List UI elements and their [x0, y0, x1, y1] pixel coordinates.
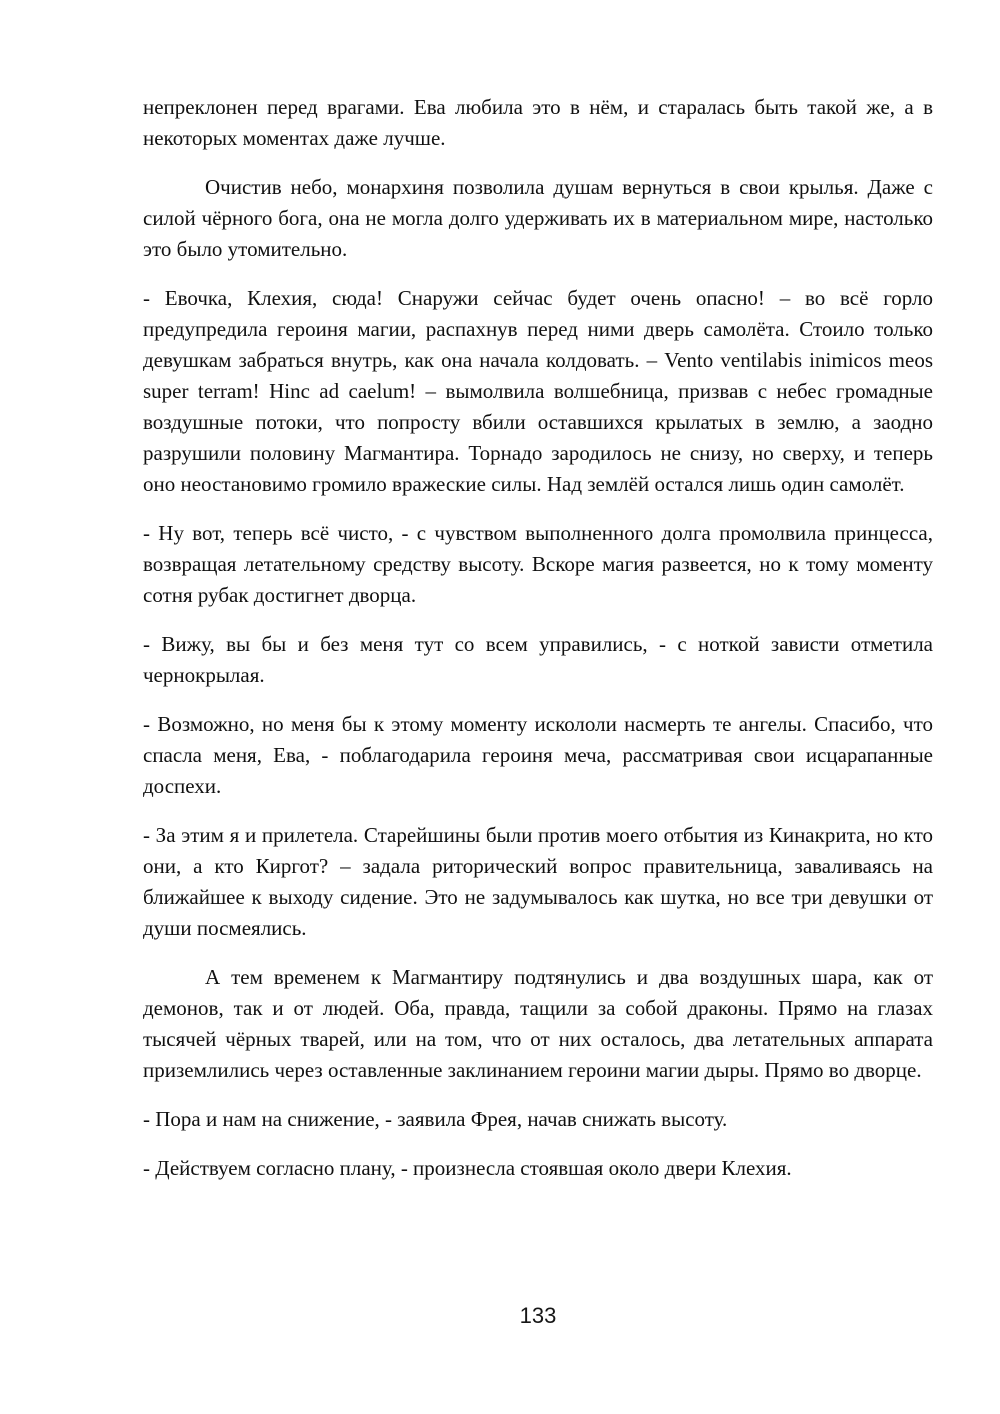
page-text-block — [143, 92, 933, 1202]
paragraph: - Возможно, но меня бы к этому моменту искололи насмерть те ангелы. Спасибо, что спасла меня, Ева, - поблагодарила героиня меча, рассматривая свои исцарапанные доспехи. — [143, 712, 933, 798]
paragraph: - Ну вот, теперь всё чисто, - с чувством выполненного долга промолвила принцесса, возвращая летательному средству высоту. Вскоре магия развеется, но к тому моменту сотня рубак достигнет дворца. — [143, 521, 933, 607]
paragraph: - Пора и нам на снижение, - заявила Фрея, начав снижать высоту. — [143, 1107, 728, 1131]
paragraph: - За этим я и прилетела. Старейшины были против моего отбытия из Кинакрита, но кто они, а кто Киргот? – задала риторический вопрос правительница, заваливаясь на ближайшее к выходу сидение. Это не задумывалось как шутка, но все три девушки от души посмеялись. — [143, 823, 933, 940]
paragraph: Очистив небо, монархиня позволила душам вернуться в свои крылья. Даже с силой чёрного бога, она не могла долго удерживать их в материальном мире, настолько это было утомительно. — [143, 175, 933, 261]
paragraph: А тем временем к Магмантиру подтянулись и два воздушных шара, как от демонов, так и от людей. Оба, правда, тащили за собой драконы. Прямо на глазах тысячей чёрных тварей, или на том, что от них осталось, два летательных аппарата приземлились через оставленные заклинанием героини магии дыры. Прямо во дворце. — [143, 965, 933, 1082]
paragraph: - Действуем согласно плану, - произнесла стоявшая около двери Клехия. — [143, 1156, 792, 1180]
paragraph: непреклонен перед врагами. Ева любила это в нём, и старалась быть такой же, а в некоторых моментах даже лучше. — [143, 95, 933, 150]
paragraph: - Вижу, вы бы и без меня тут со всем управились, - с ноткой зависти отметила чернокрылая. — [143, 632, 933, 687]
page-number: 133 — [519, 1303, 557, 1328]
paragraph: - Евочка, Клехия, сюда! Снаружи сейчас будет очень опасно! – во всё горло предупредила героиня магии, распахнув перед ними дверь самолёта. Стоило только девушкам забраться внутрь, как она начала колдовать. – Vento ventilabis inimicos meos super terram! Hinc ad caelum! – вымолвила волшебница, призвав с небес громадные воздушные потоки, что попросту вбили оставшихся крылатых в землю, а заодно разрушили половину Магмантира. Торнадо зародилось не снизу, но сверху, и теперь оно неостановимо громило вражеские силы. Над землёй остался лишь один самолёт. — [143, 286, 933, 496]
